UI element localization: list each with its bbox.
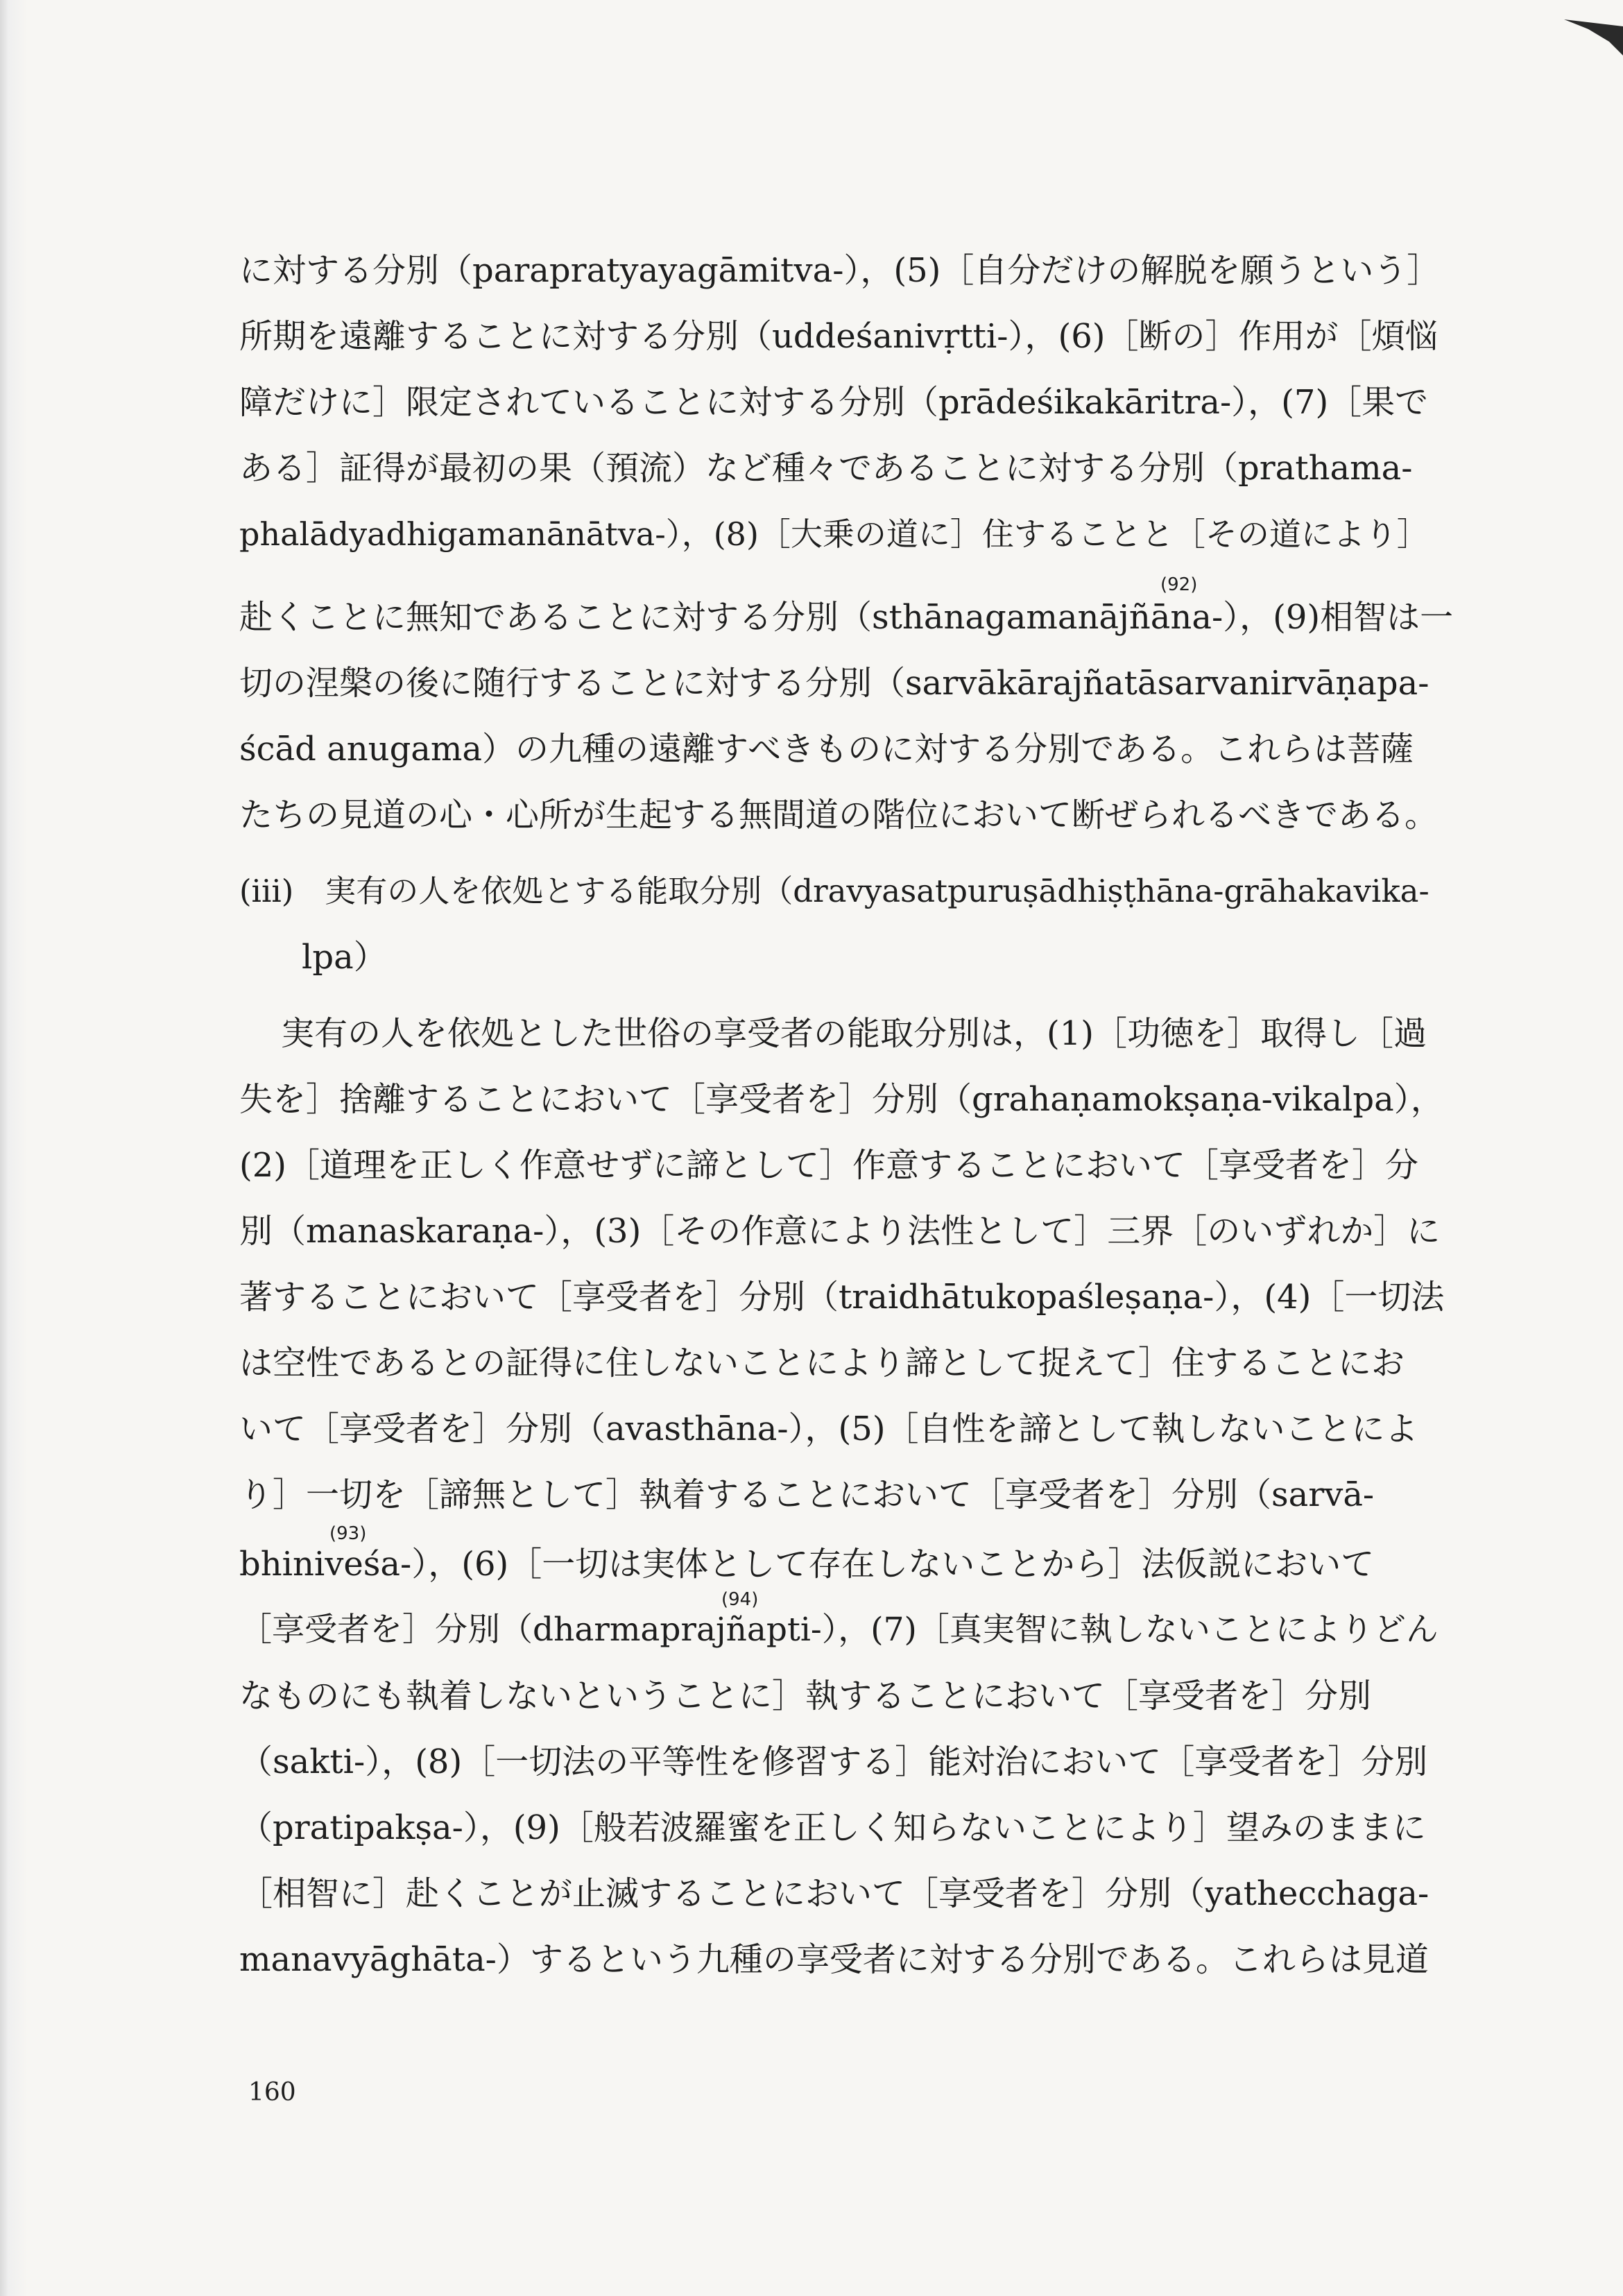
text-line-5: phalādyadhigamanānātva-），(8)［大乗の道に］住することと［その道により］ xyxy=(239,515,1429,553)
page-number: 160 xyxy=(248,2078,296,2107)
text-line-17: は空性であるとの証得に住しないことにより諦として捉えて］住することにお xyxy=(239,1344,1405,1382)
scan-corner-mark xyxy=(1561,14,1623,55)
text-line-7: 切の涅槃の後に随行することに対する分別（sarvākārajñatāsarvanirvāṇapa- xyxy=(239,664,1429,703)
text-line-22: なものにも執着しないということに］執することにおいて［享受者を］分別 xyxy=(239,1677,1372,1715)
section-heading-iii: (iii) 実有の人を依処とする能取分別（dravyasatpuruṣādhiṣṭhāna-grāhakavika- xyxy=(239,873,1429,909)
text-line-25: ［相智に］赴くことが止滅することにおいて［享受者を］分別（yathecchaga- xyxy=(239,1874,1429,1913)
page-binding-shadow xyxy=(0,0,49,2296)
text-line-26: manavyāghāta-）するという九種の享受者に対する分別である。これらは見道 xyxy=(239,1940,1429,1979)
text-line-20: bhiniveśa-），(6)［一切は実体として存在しないことから］法仮説において xyxy=(239,1545,1375,1584)
text-line-9: たちの見道の心・心所が生起する無間道の階位において断ぜられるべきである。 xyxy=(239,796,1439,834)
text-line-15: 別（manaskaraṇa-），(3)［その作意により法性として］三界［のいずれか］に xyxy=(239,1212,1441,1251)
text-line-2: 所期を遠離することに対する分別（uddeśanivṛtti-），(6)［断の］作用が［煩悩 xyxy=(239,317,1439,356)
footnote-marker-94: (94) xyxy=(721,1589,759,1610)
text-line-23: （sakti-），(8)［一切法の平等性を修習する］能対治において［享受者を］分別 xyxy=(239,1742,1428,1781)
footnote-marker-92: (92) xyxy=(1160,574,1198,595)
text-line-4: ある］証得が最初の果（預流）など種々であることに対する分別（prathama- xyxy=(239,449,1413,488)
text-line-18: いて［享受者を］分別（avasthāna-），(5)［自性を諦として執しないことによ xyxy=(239,1410,1418,1448)
text-line-14: (2)［道理を正しく作意せずに諦として］作意することにおいて［享受者を］分 xyxy=(239,1146,1418,1185)
footnote-marker-93: (93) xyxy=(329,1523,367,1544)
text-line-24: （pratipakṣa-），(9)［般若波羅蜜を正しく知らないことにより］望みのままに xyxy=(239,1808,1426,1847)
text-line-3: 障だけに］限定されていることに対する分別（prādeśikakāritra-），(7)［果で xyxy=(239,383,1429,422)
section-heading-iii-cont: lpa） xyxy=(302,938,387,977)
text-line-1: に対する分別（parapratyayagāmitva-），(5)［自分だけの解脱を願うという］ xyxy=(239,251,1441,290)
text-line-13: 失を］捨離することにおいて［享受者を］分別（grahaṇamokṣaṇa-vikalpa）， xyxy=(239,1080,1444,1119)
text-line-19: り］一切を［諦無として］執着することにおいて［享受者を］分別（sarvā- xyxy=(239,1475,1375,1514)
text-line-12: 実有の人を依処とした世俗の享受者の能取分別は，(1)［功徳を］取得し［過 xyxy=(281,1014,1427,1053)
text-line-6: 赴くことに無知であることに対する分別（sthānagamanājñāna-），(9)相智は一 xyxy=(239,598,1454,637)
text-line-21: ［享受者を］分別（dharmaprajñapti-），(7)［真実智に執しないことによりどん xyxy=(239,1611,1439,1649)
text-line-8: ścād anugama）の九種の遠離すべきものに対する分別である。これらは菩薩 xyxy=(239,730,1414,769)
text-line-16: 著することにおいて［享受者を］分別（traidhātukopaśleṣaṇa-），(4)［一切法 xyxy=(239,1278,1445,1317)
